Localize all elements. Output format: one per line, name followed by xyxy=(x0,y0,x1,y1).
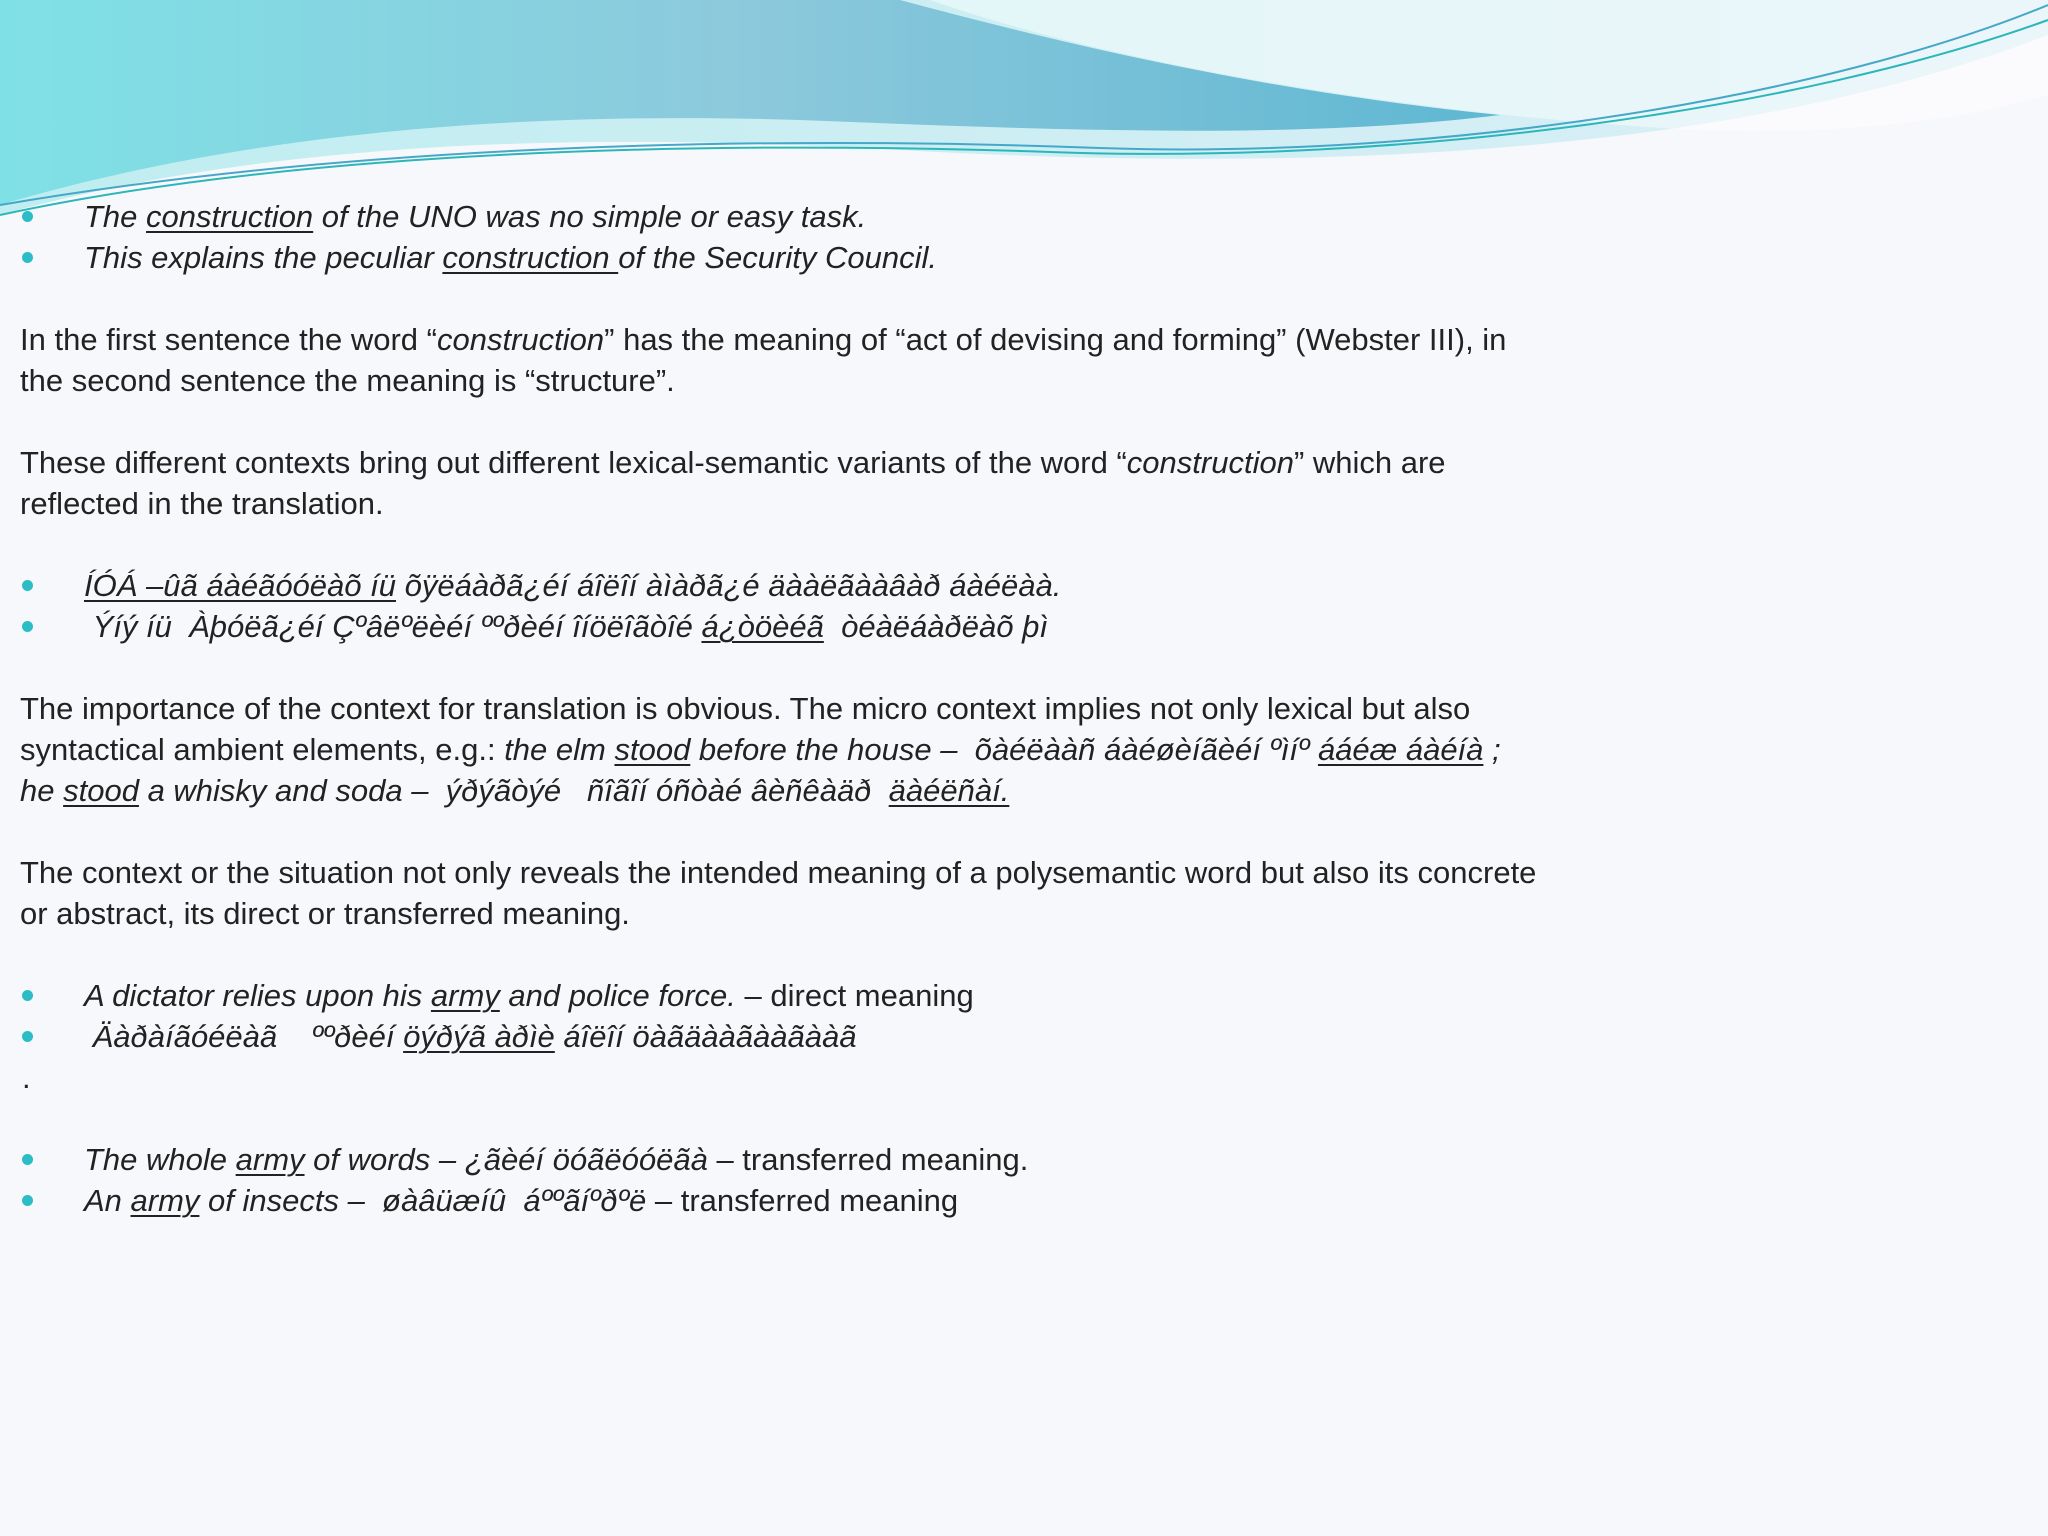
paragraph-importance: The importance of the context for translation is obvious. The micro context implies not only lexical but also xyxy=(20,691,1471,726)
paragraph-line: syntactical ambient elements, e.g.: the elm stood before the house – õàéëààñ áàéøèíãèéí ºìíº ááéæ áàéíà ; xyxy=(20,732,1501,767)
list-item: This explains the peculiar construction of the Security Council. xyxy=(20,237,1720,278)
paragraph-line: he stood a whisky and soda – ýðýãòýé ñîãîí óñòàé âèñêàäð äàéëñàí. xyxy=(20,773,1010,808)
paragraph-line: or abstract, its direct or transferred meaning. xyxy=(20,896,630,931)
paragraph-construction-meaning: In the first sentence the word “construction” has the meaning of “act of devising and forming” (Webster III), in xyxy=(20,322,1507,357)
list-item: ÍÓÁ –ûã áàéãóóëàõ íü õÿëáàðã¿éí áîëîí àìàðã¿é äààëãààâàð áàéëàà. xyxy=(20,565,1720,606)
list-item: An army of insects – øàâüæíû áººãíºðºë – transferred meaning xyxy=(20,1180,1720,1221)
stray-dot: . xyxy=(22,1060,31,1095)
list-item: Ýíý íü Àþóëã¿éí Çºâëºëèéí ººðèéí îíöëîãòîé á¿òöèéã òéàëáàðëàõ þì xyxy=(20,606,1720,647)
list-item: A dictator relies upon his army and police force. – direct meaning xyxy=(20,975,1720,1016)
list-item: Äàðàíãóéëàã ººðèéí öýðýã àðìè áîëîí öàãäààãààãààã xyxy=(20,1016,1720,1057)
list-item: The construction of the UNO was no simple or easy task. xyxy=(20,196,1720,237)
paragraph-line: the second sentence the meaning is “structure”. xyxy=(20,363,675,398)
paragraph-situation: The context or the situation not only reveals the intended meaning of a polysemantic word but also its concrete xyxy=(20,855,1537,890)
paragraph-line: reflected in the translation. xyxy=(20,486,384,521)
slide-body xyxy=(20,196,1720,1221)
paragraph-contexts: These different contexts bring out different lexical-semantic variants of the word “construction” which are xyxy=(20,445,1446,480)
list-item: The whole army of words – ¿ãèéí öóãëóóëãà – transferred meaning. xyxy=(20,1139,1720,1180)
